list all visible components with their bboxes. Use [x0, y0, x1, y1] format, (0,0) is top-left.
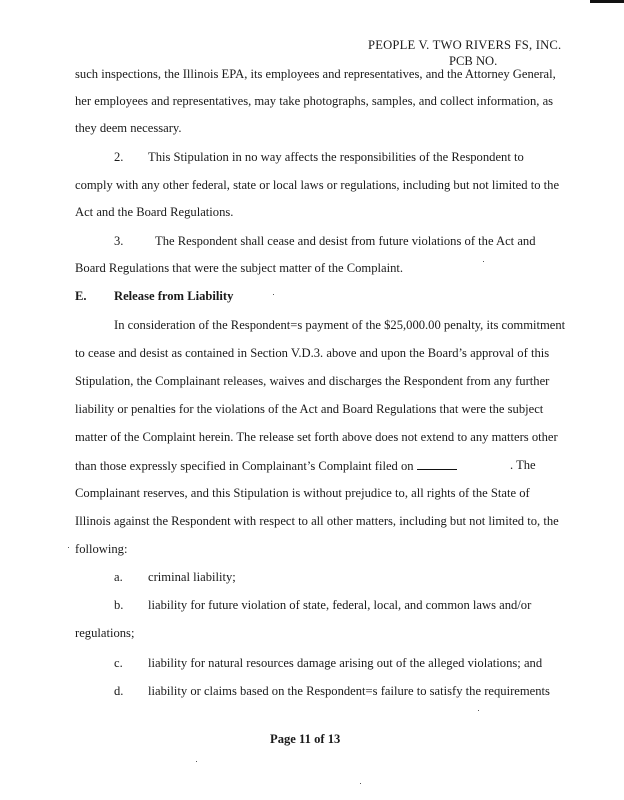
body-line: they deem necessary.	[75, 121, 182, 135]
case-title: PEOPLE V. TWO RIVERS FS, INC.	[368, 38, 562, 52]
scan-speck	[360, 783, 361, 784]
body-line: The Respondent shall cease and desist from future violations of the Act and	[155, 234, 536, 248]
section-letter: E.	[75, 289, 87, 303]
body-line: comply with any other federal, state or local laws or regulations, including but not limited to the	[75, 178, 560, 192]
case-number: PCB NO.	[449, 54, 498, 68]
body-line: In consideration of the Respondent=s payment of the $25,000.00 penalty, its commitment	[114, 318, 566, 332]
list-item-continuation: regulations;	[75, 626, 135, 640]
filed-date-blank	[417, 458, 457, 470]
item-number: 2.	[114, 150, 124, 164]
filed-line-end: . The	[510, 458, 536, 472]
scan-speck	[196, 761, 197, 762]
scan-speck	[483, 261, 484, 262]
body-line-filed-date	[75, 458, 457, 474]
body-line: Illinois against the Respondent with respect to all other matters, including but not limited to, the	[75, 514, 559, 528]
section-heading: Release from Liability	[114, 289, 234, 303]
body-line: Act and the Board Regulations.	[75, 205, 234, 219]
list-item-text: criminal liability;	[148, 570, 236, 584]
list-item-letter: c.	[114, 656, 123, 670]
scan-speck	[68, 547, 69, 548]
body-line: Stipulation, the Complainant releases, waives and discharges the Respondent from any further	[75, 374, 550, 388]
page-number: Page 11 of 13	[270, 732, 341, 746]
list-item-letter: d.	[114, 684, 124, 698]
scan-edge-mark	[590, 0, 624, 3]
body-line: her employees and representatives, may take photographs, samples, and collect information, as	[75, 94, 554, 108]
body-line: such inspections, the Illinois EPA, its employees and representatives, and the Attorney General,	[75, 67, 556, 81]
list-item-letter: a.	[114, 570, 123, 584]
body-line: matter of the Complaint herein. The release set forth above does not extend to any matters other	[75, 430, 558, 444]
scan-speck	[478, 710, 479, 711]
scan-speck	[273, 294, 274, 295]
body-line: Complainant reserves, and this Stipulation is without prejudice to, all rights of the State of	[75, 486, 530, 500]
list-item-text: liability or claims based on the Respondent=s failure to satisfy the requirements	[148, 684, 550, 698]
body-line: This Stipulation in no way affects the responsibilities of the Respondent to	[148, 150, 524, 164]
list-item-letter: b.	[114, 598, 124, 612]
item-number: 3.	[114, 234, 124, 248]
list-item-text: liability for natural resources damage arising out of the alleged violations; and	[148, 656, 543, 670]
body-line: Board Regulations that were the subject matter of the Complaint.	[75, 261, 404, 275]
body-line: to cease and desist as contained in Section V.D.3. above and upon the Board’s approval of this	[75, 346, 550, 360]
filed-on-text: than those expressly specified in Complainant’s Complaint filed on	[75, 459, 414, 473]
body-line: following:	[75, 542, 128, 556]
list-item-text: liability for future violation of state, federal, local, and common laws and/or	[148, 598, 532, 612]
body-line: liability or penalties for the violations of the Act and Board Regulations that were the subject	[75, 402, 544, 416]
